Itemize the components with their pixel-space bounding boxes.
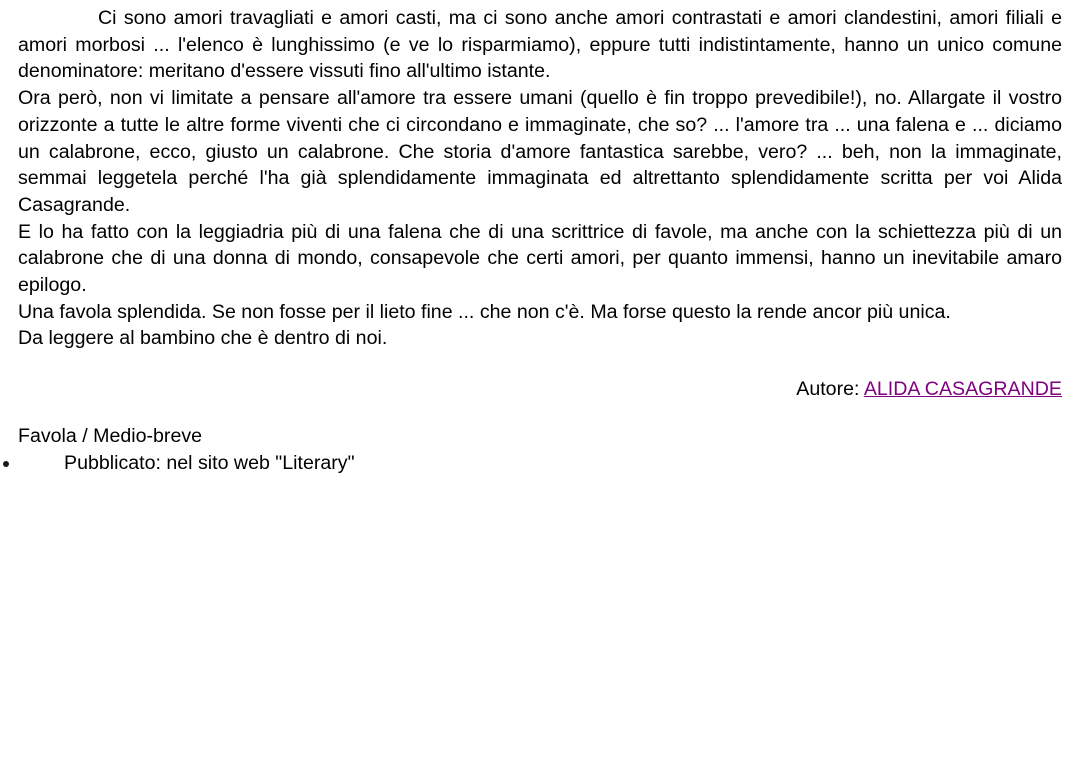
paragraph-intro: Ci sono amori travagliati e amori casti, ma ci sono anche amori contrastati e amori clandestini, amori filiali e amori morbosi ... l'elenco è lunghissimo (e ve lo risparmiamo), eppure tutti indistintamente, hanno un unico comune denominatore: meritano d'essere vissuti fino all'ultimo istante. xyxy=(18,7,1062,83)
author-line xyxy=(18,376,1062,403)
paragraph-verdict: Una favola splendida. Se non fosse per il lieto fine ... che non c'è. Ma forse questo la rende ancor più unica. xyxy=(18,300,951,323)
author-link[interactable]: ALIDA CASAGRANDE xyxy=(863,378,1062,401)
genre-label: Favola / Medio-breve xyxy=(18,424,203,447)
paragraph-imagine: Ora però, non vi limitate a pensare all'amore tra essere umani (quello è fin troppo prevedibile!), no. Allargate il vostro orizzonte a tutte le altre forme viventi che ci circondano e immaginate, che so? ... l'amore tra ... una falena e ... diciamo un calabrone, ecco, giusto un calabrone. Che storia d'amore fantastica sarebbe, vero? ... beh, non la immaginate, semmai leggetela perché l'ha già splendidamente immaginata ed altrettanto splendidamente scritta per voi Alida Casagrande. xyxy=(18,87,1062,216)
author-label: Autore: xyxy=(796,378,864,401)
paragraph-style: E lo ha fatto con la leggiadria più di una falena che di una scrittrice di favole, ma anche con la schiettezza più di un calabrone che di una donna di mondo, consapevole che certi amori, per quanto immensi, hanno un inevitabile amaro epilogo. xyxy=(18,220,1062,297)
review-body xyxy=(18,5,1062,476)
publication-list-item xyxy=(18,450,1062,477)
paragraph-closing: Da leggere al bambino che è dentro di noi. xyxy=(18,327,388,350)
publication-text: Pubblicato: nel sito web "Literary" xyxy=(64,451,355,474)
bullet-icon xyxy=(3,461,9,467)
